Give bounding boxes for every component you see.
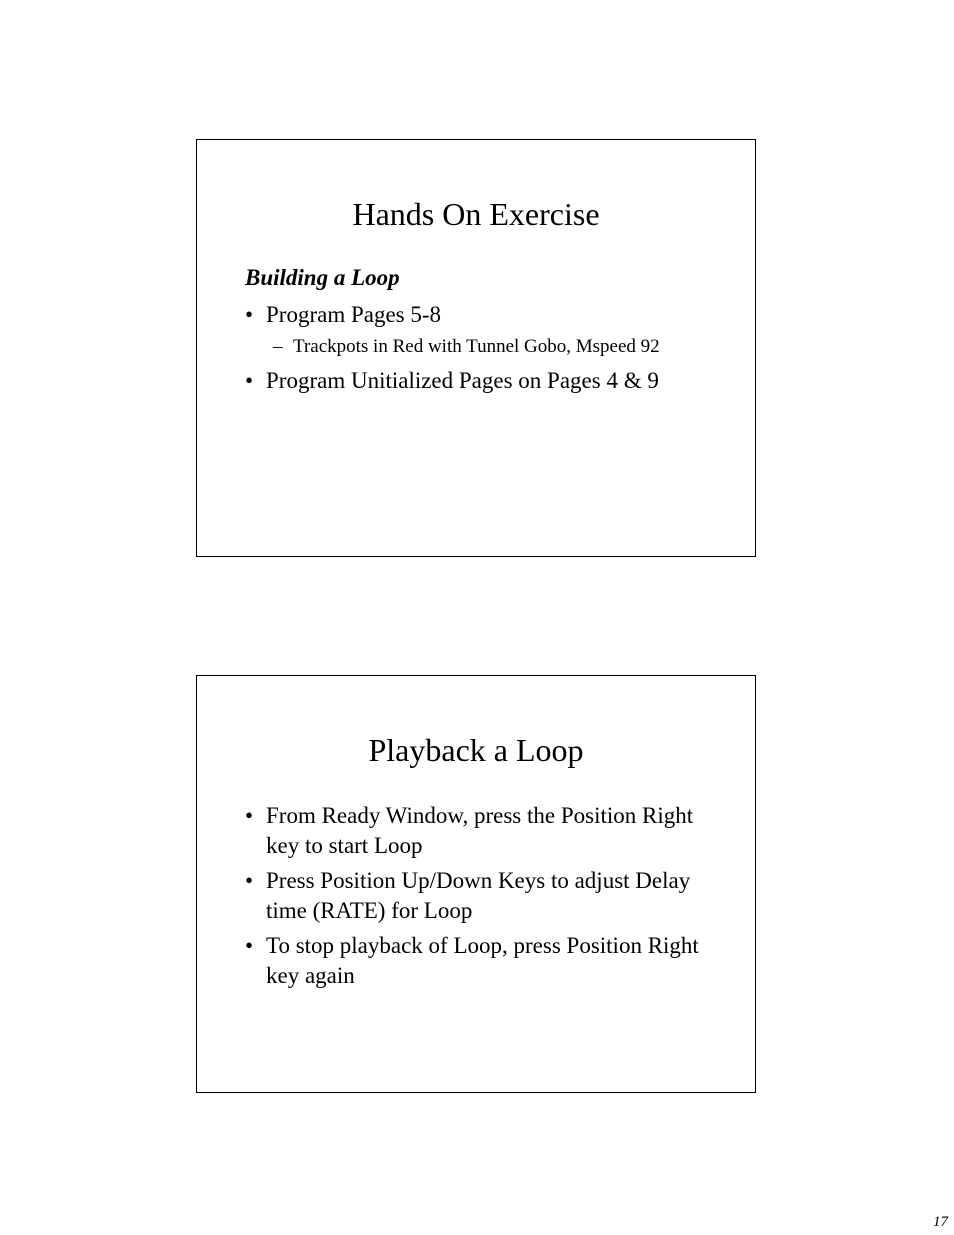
slide-title: Playback a Loop [368,732,584,768]
slide-subheading: Building a Loop [245,265,400,290]
bullet-item: • Program Pages 5-8 [245,300,731,330]
bullet-item: • Press Position Up/Down Keys to adjust Delay time (RATE) for Loop [245,866,731,926]
bullet-item: • Program Unitialized Pages on Pages 4 & 9 [245,366,731,396]
slide-playback-a-loop [196,675,756,1093]
slide-hands-on-exercise [196,139,756,557]
bullet-item: • To stop playback of Loop, press Position Right key again [245,931,731,991]
sub-bullet-item [245,332,731,362]
slide-title: Hands On Exercise [352,196,600,232]
dash-marker: – [273,336,283,357]
page-number: 17 [933,1214,948,1230]
bullet-item: • From Ready Window, press the Position Right key to start Loop [245,801,731,861]
bullet-list [245,801,731,996]
sub-bullet-text: Trackpots in Red with Tunnel Gobo, Mspeed 92 [293,336,660,357]
bullet-list [245,300,731,398]
